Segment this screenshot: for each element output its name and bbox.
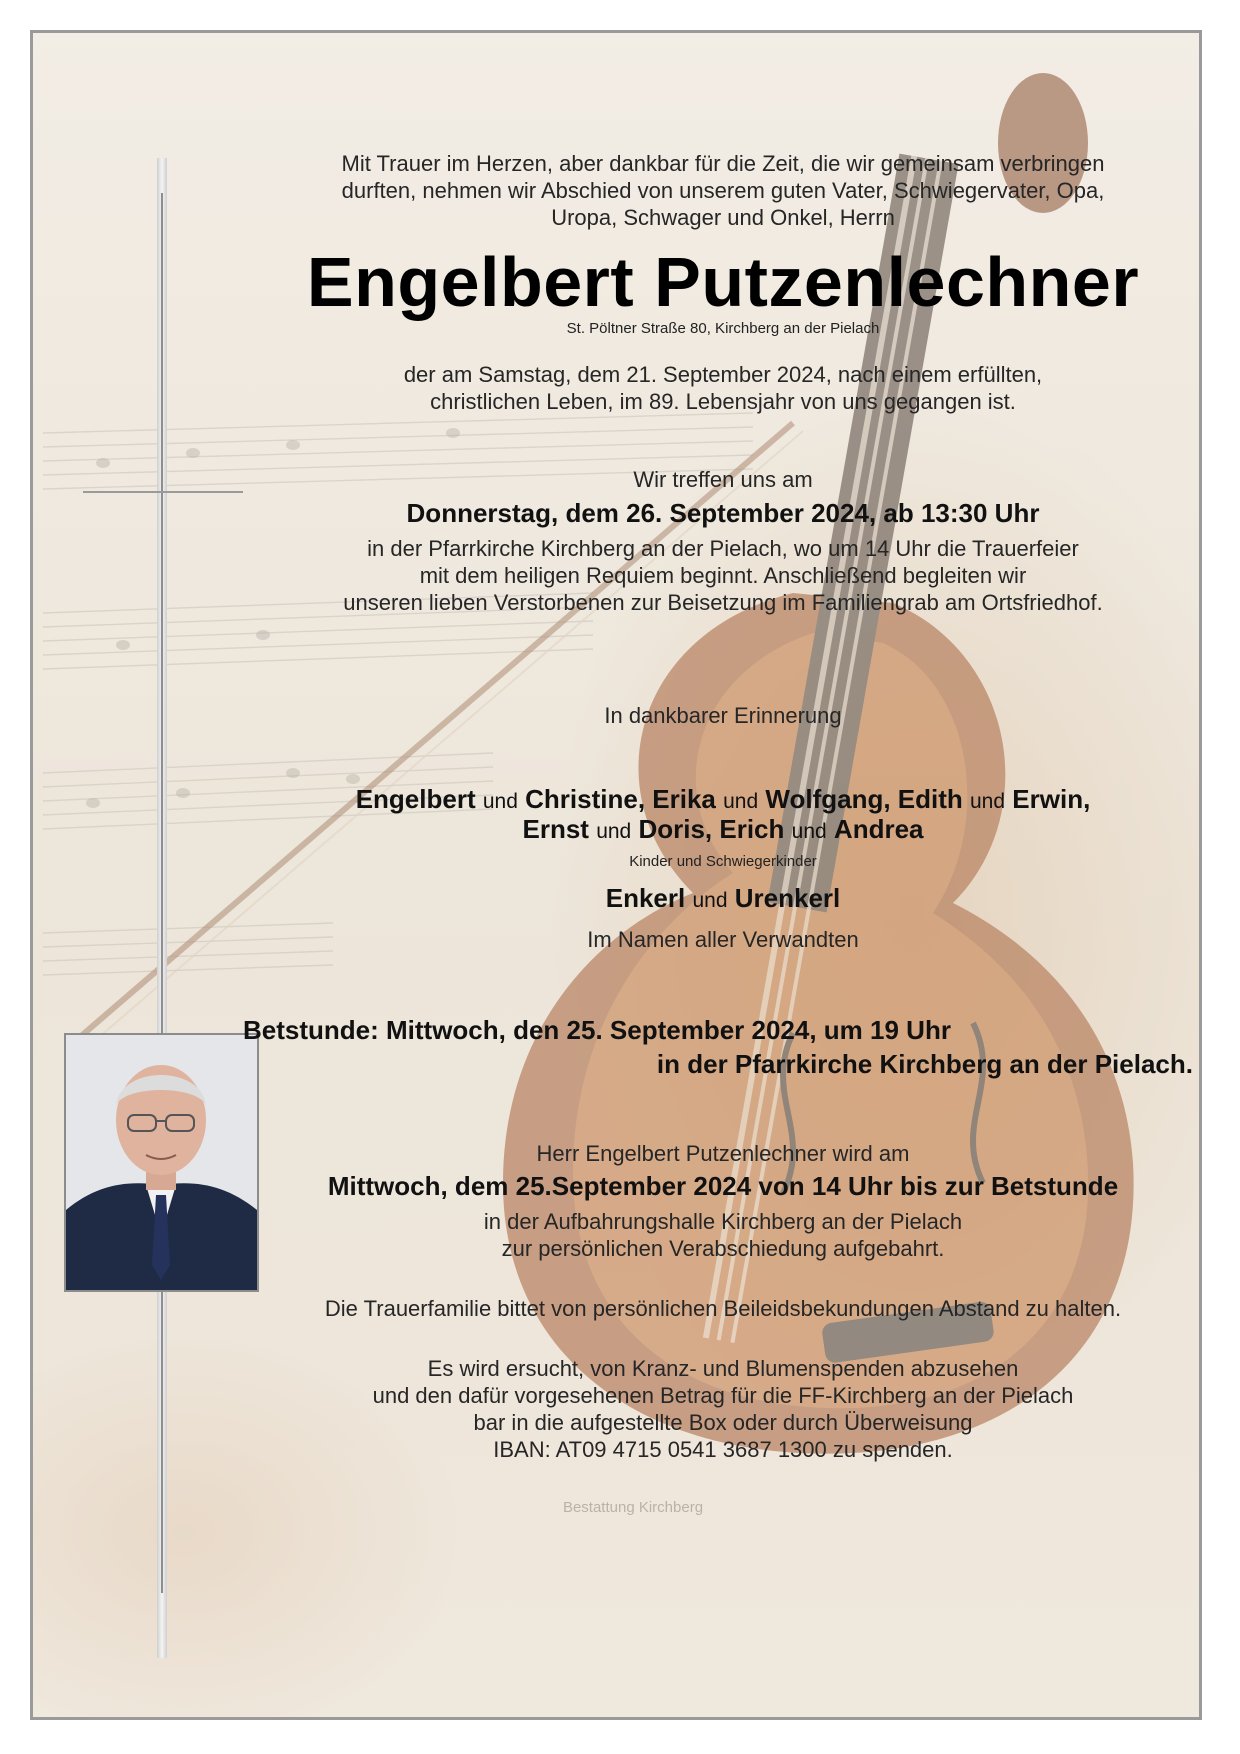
family-line-2 — [253, 814, 1193, 845]
condolence-note: Die Trauerfamilie bittet von persönlichen Beileidsbekundungen Abstand zu halten. — [324, 1296, 1122, 1321]
portrait-photo — [64, 1033, 259, 1292]
great-grandchildren-name: Urenkerl — [734, 883, 841, 913]
family-conj: und — [482, 790, 518, 813]
family-conj: und — [596, 820, 632, 843]
meeting-detail-3: unseren lieben Verstorbenen zur Beisetzung im Familiengrab am Ortsfriedhof. — [343, 590, 1103, 615]
viewing-detail-1: in der Aufbahrungshalle Kirchberg an der Pielach — [483, 1209, 963, 1234]
family-conj: und — [970, 790, 1006, 813]
deceased-name: Engelbert Putzenlechner — [306, 243, 1140, 321]
parte-card — [30, 30, 1202, 1720]
death-notice-line-2: christlichen Leben, im 89. Lebensjahr von uns gegangen ist. — [430, 389, 1016, 414]
footer-undertaker: Bestattung Kirchberg — [562, 1499, 704, 1516]
viewing-date: Mittwoch, dem 25.September 2024 von 14 Uhr bis zur Betstunde — [327, 1171, 1119, 1201]
intro-line-2: durften, nehmen wir Abschied von unserem guten Vater, Schwiegervater, Opa, — [341, 178, 1105, 203]
grandchildren-name: Enkerl — [605, 883, 686, 913]
viewing-intro: Herr Engelbert Putzenlechner wird am — [536, 1141, 910, 1166]
family-line-1 — [253, 784, 1193, 815]
remembrance-text: In dankbarer Erinnerung — [604, 703, 842, 728]
meeting-intro: Wir treffen uns am — [633, 467, 813, 492]
family-name: Erwin, — [1012, 784, 1091, 814]
donation-line-3: bar in die aufgestellte Box oder durch Überweisung — [473, 1410, 973, 1435]
viewing-detail-2: zur persönlichen Verabschiedung aufgebahrt. — [501, 1236, 945, 1261]
grandchildren-line — [253, 883, 1193, 914]
family-conj: und — [723, 790, 759, 813]
family-name: Andrea — [833, 814, 924, 844]
family-name: Doris, Erich — [638, 814, 785, 844]
cross-vertical-line — [161, 193, 163, 1593]
donation-line-2: und den dafür vorgesehenen Betrag für die FF-Kirchberg an der Pielach — [372, 1383, 1074, 1408]
cross-horizontal-line — [83, 491, 243, 493]
family-conj: und — [692, 889, 728, 912]
prayer-line-1: Betstunde: Mittwoch, den 25. September 2024, um 19 Uhr — [243, 1015, 951, 1045]
death-notice-line-1: der am Samstag, dem 21. September 2024, nach einem erfüllten, — [403, 362, 1043, 387]
prayer-line-2: in der Pfarrkirche Kirchberg an der Pielach. — [656, 1049, 1193, 1079]
intro-line-1: Mit Trauer im Herzen, aber dankbar für die Zeit, die wir gemeinsam verbringen — [341, 151, 1105, 176]
donation-line-4: IBAN: AT09 4715 0541 3687 1300 zu spenden. — [493, 1437, 953, 1462]
meeting-date: Donnerstag, dem 26. September 2024, ab 13:30 Uhr — [406, 498, 1040, 528]
family-name: Ernst — [522, 814, 589, 844]
donation-line-1: Es wird ersucht, von Kranz- und Blumenspenden abzusehen — [427, 1356, 1019, 1381]
deceased-address: St. Pöltner Straße 80, Kirchberg an der Pielach — [566, 320, 880, 337]
intro-line-3: Uropa, Schwager und Onkel, Herrn — [551, 205, 895, 230]
meeting-detail-1: in der Pfarrkirche Kirchberg an der Pielach, wo um 14 Uhr die Trauerfeier — [367, 536, 1079, 561]
relatives-text: Im Namen aller Verwandten — [587, 927, 859, 952]
children-label: Kinder und Schwiegerkinder — [629, 853, 817, 870]
family-name: Engelbert — [355, 784, 476, 814]
family-name: Wolfgang, Edith — [765, 784, 963, 814]
family-name: Christine, Erika — [525, 784, 716, 814]
family-conj: und — [791, 820, 827, 843]
meeting-detail-2: mit dem heiligen Requiem beginnt. Anschließend begleiten wir — [419, 563, 1027, 588]
